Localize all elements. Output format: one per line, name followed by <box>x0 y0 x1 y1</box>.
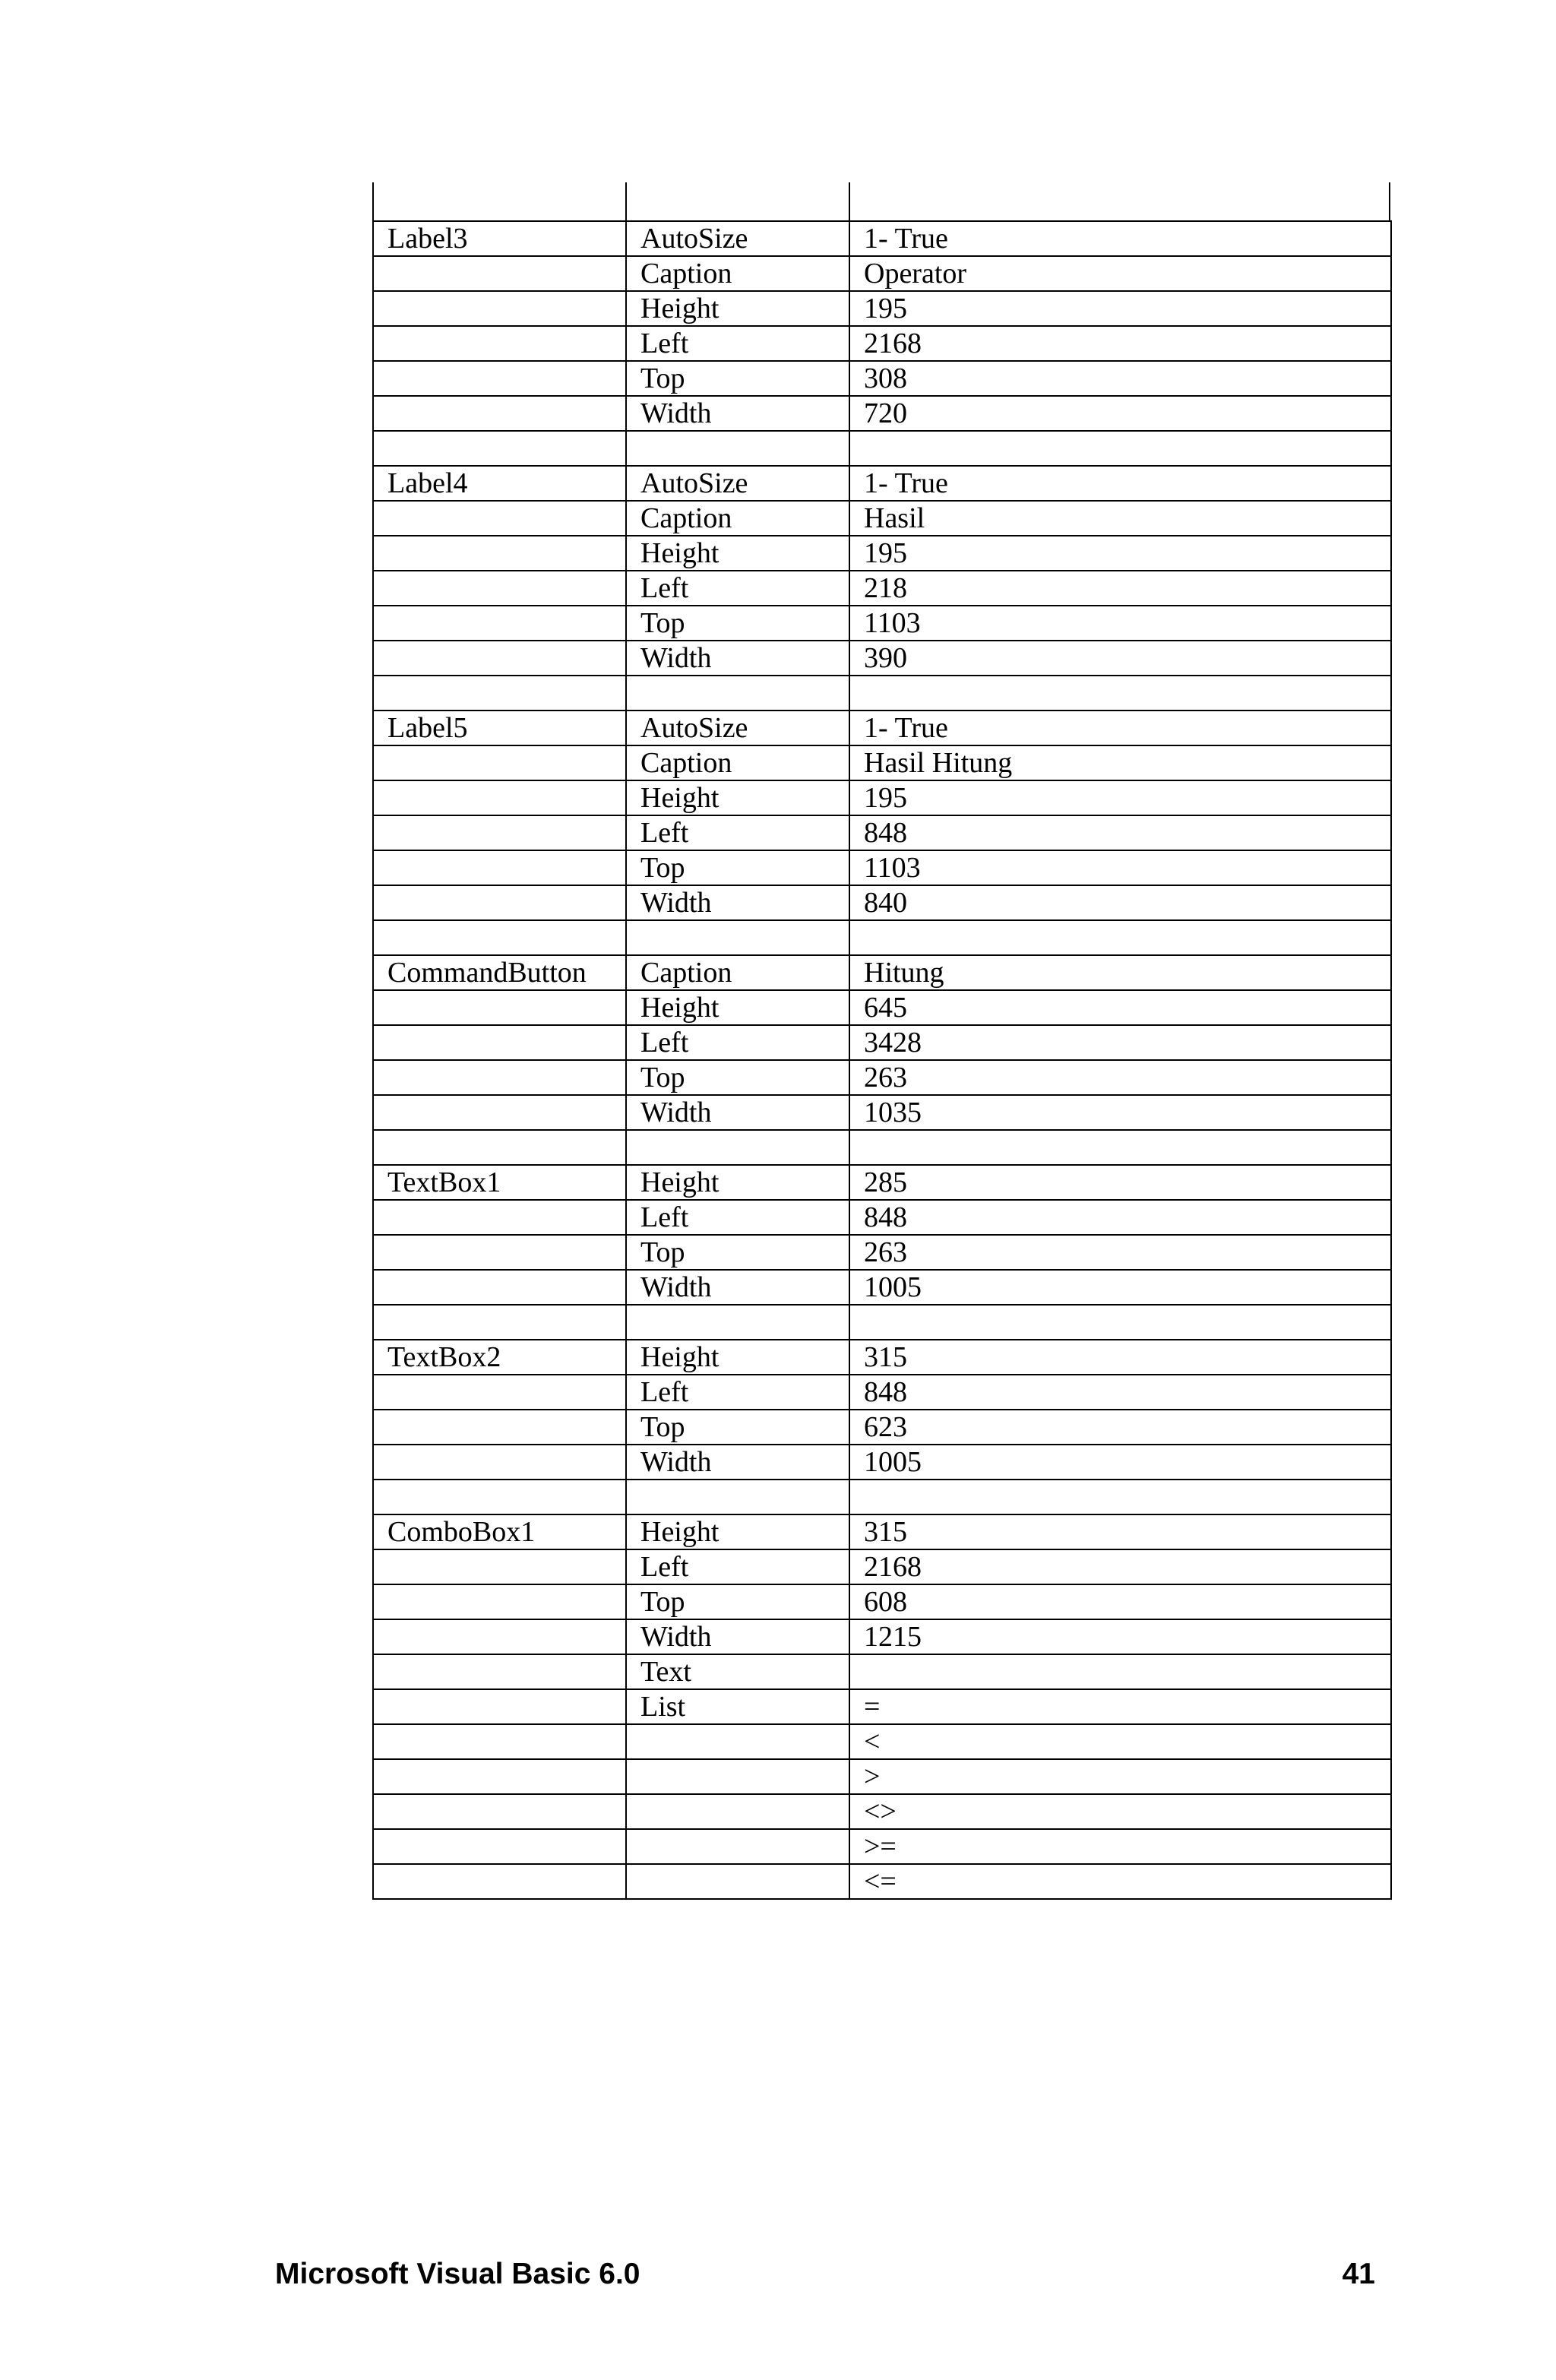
value-cell: 1- True <box>849 221 1391 256</box>
table-row <box>373 221 1391 256</box>
property-cell: Top <box>626 1410 849 1445</box>
object-name-cell <box>373 1724 626 1759</box>
property-cell: AutoSize <box>626 466 849 501</box>
table-row <box>373 1305 1391 1340</box>
value-cell <box>849 1480 1391 1514</box>
table-row <box>373 536 1391 571</box>
value-cell <box>849 920 1391 955</box>
table-row <box>373 1584 1391 1619</box>
value-cell: 645 <box>849 990 1391 1025</box>
object-name-cell: CommandButton <box>373 955 626 990</box>
value-cell: 315 <box>849 1340 1391 1375</box>
table-row <box>373 1794 1391 1829</box>
continuation-line <box>1389 182 1390 220</box>
table-row <box>373 745 1391 780</box>
table-row <box>373 1025 1391 1060</box>
value-cell: 1- True <box>849 466 1391 501</box>
table-row <box>373 1445 1391 1480</box>
value-cell: 2168 <box>849 1549 1391 1584</box>
property-cell: Height <box>626 1340 849 1375</box>
property-cell: Height <box>626 780 849 815</box>
object-name-cell <box>373 291 626 326</box>
property-cell: Height <box>626 536 849 571</box>
value-cell: 608 <box>849 1584 1391 1619</box>
table-row <box>373 1619 1391 1654</box>
value-cell <box>849 1305 1391 1340</box>
property-cell <box>626 676 849 711</box>
value-cell: 218 <box>849 571 1391 606</box>
table-row <box>373 955 1391 990</box>
property-cell: Top <box>626 361 849 396</box>
object-name-cell <box>373 1584 626 1619</box>
footer-title: Microsoft Visual Basic 6.0 <box>275 2258 640 2290</box>
object-name-cell <box>373 1095 626 1130</box>
object-name-cell <box>373 641 626 676</box>
object-name-cell <box>373 815 626 850</box>
property-cell: Left <box>626 815 849 850</box>
value-cell <box>849 1654 1391 1689</box>
value-cell: 848 <box>849 815 1391 850</box>
value-cell: 263 <box>849 1060 1391 1095</box>
property-cell: Width <box>626 1445 849 1480</box>
property-cell: Left <box>626 571 849 606</box>
continuation-line <box>372 182 374 220</box>
property-cell <box>626 1864 849 1899</box>
table-row <box>373 466 1391 501</box>
object-name-cell <box>373 990 626 1025</box>
property-cell: Width <box>626 641 849 676</box>
object-name-cell <box>373 1270 626 1305</box>
value-cell: 1005 <box>849 1270 1391 1305</box>
value-cell: 1005 <box>849 1445 1391 1480</box>
table-row <box>373 1549 1391 1584</box>
object-name-cell <box>373 606 626 641</box>
object-name-cell: TextBox1 <box>373 1165 626 1200</box>
table-row <box>373 1095 1391 1130</box>
property-cell <box>626 1130 849 1165</box>
table-row <box>373 1375 1391 1410</box>
object-name-cell <box>373 1829 626 1864</box>
object-name-cell <box>373 431 626 466</box>
object-name-cell <box>373 1060 626 1095</box>
value-cell: 195 <box>849 291 1391 326</box>
table-row <box>373 571 1391 606</box>
object-name-cell <box>373 1619 626 1654</box>
object-name-cell <box>373 1689 626 1724</box>
value-cell <box>849 1130 1391 1165</box>
value-cell: 720 <box>849 396 1391 431</box>
object-name-cell <box>373 1025 626 1060</box>
object-name-cell <box>373 501 626 536</box>
object-name-cell <box>373 1549 626 1584</box>
table-row <box>373 1270 1391 1305</box>
page-number: 41 <box>1342 2258 1375 2290</box>
property-cell <box>626 1829 849 1864</box>
property-cell <box>626 1480 849 1514</box>
property-cell: Caption <box>626 955 849 990</box>
table-row <box>373 1410 1391 1445</box>
value-cell: = <box>849 1689 1391 1724</box>
table-row <box>373 920 1391 955</box>
property-cell: Caption <box>626 745 849 780</box>
table-row <box>373 1130 1391 1165</box>
value-cell: 3428 <box>849 1025 1391 1060</box>
object-name-cell <box>373 396 626 431</box>
table-row <box>373 676 1391 711</box>
value-cell: <> <box>849 1794 1391 1829</box>
value-cell: 1103 <box>849 850 1391 885</box>
object-name-cell <box>373 1480 626 1514</box>
object-name-cell: TextBox2 <box>373 1340 626 1375</box>
object-name-cell <box>373 1235 626 1270</box>
object-name-cell <box>373 1864 626 1899</box>
object-name-cell <box>373 256 626 291</box>
page-footer <box>275 2255 1375 2293</box>
object-name-cell <box>373 326 626 361</box>
table-row <box>373 1829 1391 1864</box>
property-cell: AutoSize <box>626 711 849 745</box>
object-name-cell <box>373 1759 626 1794</box>
object-name-cell <box>373 1654 626 1689</box>
value-cell: 1215 <box>849 1619 1391 1654</box>
object-name-cell <box>373 1130 626 1165</box>
property-cell: Top <box>626 1060 849 1095</box>
table-row <box>373 641 1391 676</box>
property-cell <box>626 1794 849 1829</box>
table-row <box>373 815 1391 850</box>
table-row <box>373 885 1391 920</box>
property-cell: Width <box>626 885 849 920</box>
object-name-cell <box>373 571 626 606</box>
table-row <box>373 1235 1391 1270</box>
property-cell: Top <box>626 1235 849 1270</box>
property-cell: Height <box>626 990 849 1025</box>
value-cell: Hasil <box>849 501 1391 536</box>
value-cell: 285 <box>849 1165 1391 1200</box>
property-cell: Top <box>626 606 849 641</box>
table-row <box>373 1480 1391 1514</box>
table-row <box>373 1060 1391 1095</box>
value-cell: 848 <box>849 1200 1391 1235</box>
table-row <box>373 1724 1391 1759</box>
property-cell: Left <box>626 1375 849 1410</box>
value-cell: 315 <box>849 1514 1391 1549</box>
property-cell: Top <box>626 850 849 885</box>
value-cell: 390 <box>849 641 1391 676</box>
table-row <box>373 256 1391 291</box>
table-row <box>373 1200 1391 1235</box>
object-name-cell <box>373 885 626 920</box>
value-cell: 623 <box>849 1410 1391 1445</box>
property-cell: Width <box>626 1619 849 1654</box>
value-cell: 195 <box>849 780 1391 815</box>
continuation-line <box>849 182 850 220</box>
value-cell: 2168 <box>849 326 1391 361</box>
table-row <box>373 711 1391 745</box>
object-name-cell <box>373 676 626 711</box>
object-name-cell: ComboBox1 <box>373 1514 626 1549</box>
properties-table-body <box>373 221 1391 1899</box>
object-name-cell <box>373 920 626 955</box>
property-cell: Height <box>626 291 849 326</box>
property-cell: Left <box>626 1549 849 1584</box>
object-name-cell <box>373 1375 626 1410</box>
table-row <box>373 1165 1391 1200</box>
object-name-cell <box>373 1200 626 1235</box>
table-row <box>373 780 1391 815</box>
table-row <box>373 326 1391 361</box>
property-cell <box>626 431 849 466</box>
table-row <box>373 1759 1391 1794</box>
object-name-cell: Label4 <box>373 466 626 501</box>
object-name-cell <box>373 780 626 815</box>
property-cell: Caption <box>626 256 849 291</box>
object-name-cell <box>373 1794 626 1829</box>
table-row <box>373 396 1391 431</box>
table-row <box>373 361 1391 396</box>
property-cell: Left <box>626 326 849 361</box>
value-cell: <= <box>849 1864 1391 1899</box>
property-cell: AutoSize <box>626 221 849 256</box>
table-row <box>373 850 1391 885</box>
property-cell <box>626 1305 849 1340</box>
property-cell <box>626 920 849 955</box>
value-cell: 1035 <box>849 1095 1391 1130</box>
table-row <box>373 990 1391 1025</box>
table-row <box>373 431 1391 466</box>
value-cell: Operator <box>849 256 1391 291</box>
object-name-cell: Label5 <box>373 711 626 745</box>
object-name-cell <box>373 1410 626 1445</box>
property-cell: Caption <box>626 501 849 536</box>
value-cell: 840 <box>849 885 1391 920</box>
properties-table <box>372 220 1392 1900</box>
table-row <box>373 606 1391 641</box>
property-cell: Height <box>626 1165 849 1200</box>
value-cell <box>849 431 1391 466</box>
value-cell: 263 <box>849 1235 1391 1270</box>
property-cell: Top <box>626 1584 849 1619</box>
property-cell: Width <box>626 396 849 431</box>
object-name-cell <box>373 1305 626 1340</box>
object-name-cell <box>373 361 626 396</box>
object-name-cell <box>373 745 626 780</box>
table-row <box>373 1689 1391 1724</box>
value-cell: > <box>849 1759 1391 1794</box>
value-cell: < <box>849 1724 1391 1759</box>
value-cell: 848 <box>849 1375 1391 1410</box>
value-cell: Hitung <box>849 955 1391 990</box>
object-name-cell <box>373 850 626 885</box>
property-cell: Left <box>626 1200 849 1235</box>
property-cell: Width <box>626 1095 849 1130</box>
value-cell: Hasil Hitung <box>849 745 1391 780</box>
table-row <box>373 1864 1391 1899</box>
value-cell: 1- True <box>849 711 1391 745</box>
table-row <box>373 1340 1391 1375</box>
object-name-cell <box>373 536 626 571</box>
value-cell: 195 <box>849 536 1391 571</box>
value-cell: 1103 <box>849 606 1391 641</box>
value-cell <box>849 676 1391 711</box>
table-row <box>373 501 1391 536</box>
object-name-cell: Label3 <box>373 221 626 256</box>
property-cell <box>626 1724 849 1759</box>
value-cell: 308 <box>849 361 1391 396</box>
value-cell: >= <box>849 1829 1391 1864</box>
table-continuation-lines <box>372 182 1390 220</box>
table-row <box>373 1654 1391 1689</box>
continuation-line <box>625 182 627 220</box>
property-cell: Left <box>626 1025 849 1060</box>
table-row <box>373 291 1391 326</box>
property-cell: Text <box>626 1654 849 1689</box>
table-row <box>373 1514 1391 1549</box>
property-cell: List <box>626 1689 849 1724</box>
object-name-cell <box>373 1445 626 1480</box>
property-cell: Width <box>626 1270 849 1305</box>
property-cell <box>626 1759 849 1794</box>
property-cell: Height <box>626 1514 849 1549</box>
